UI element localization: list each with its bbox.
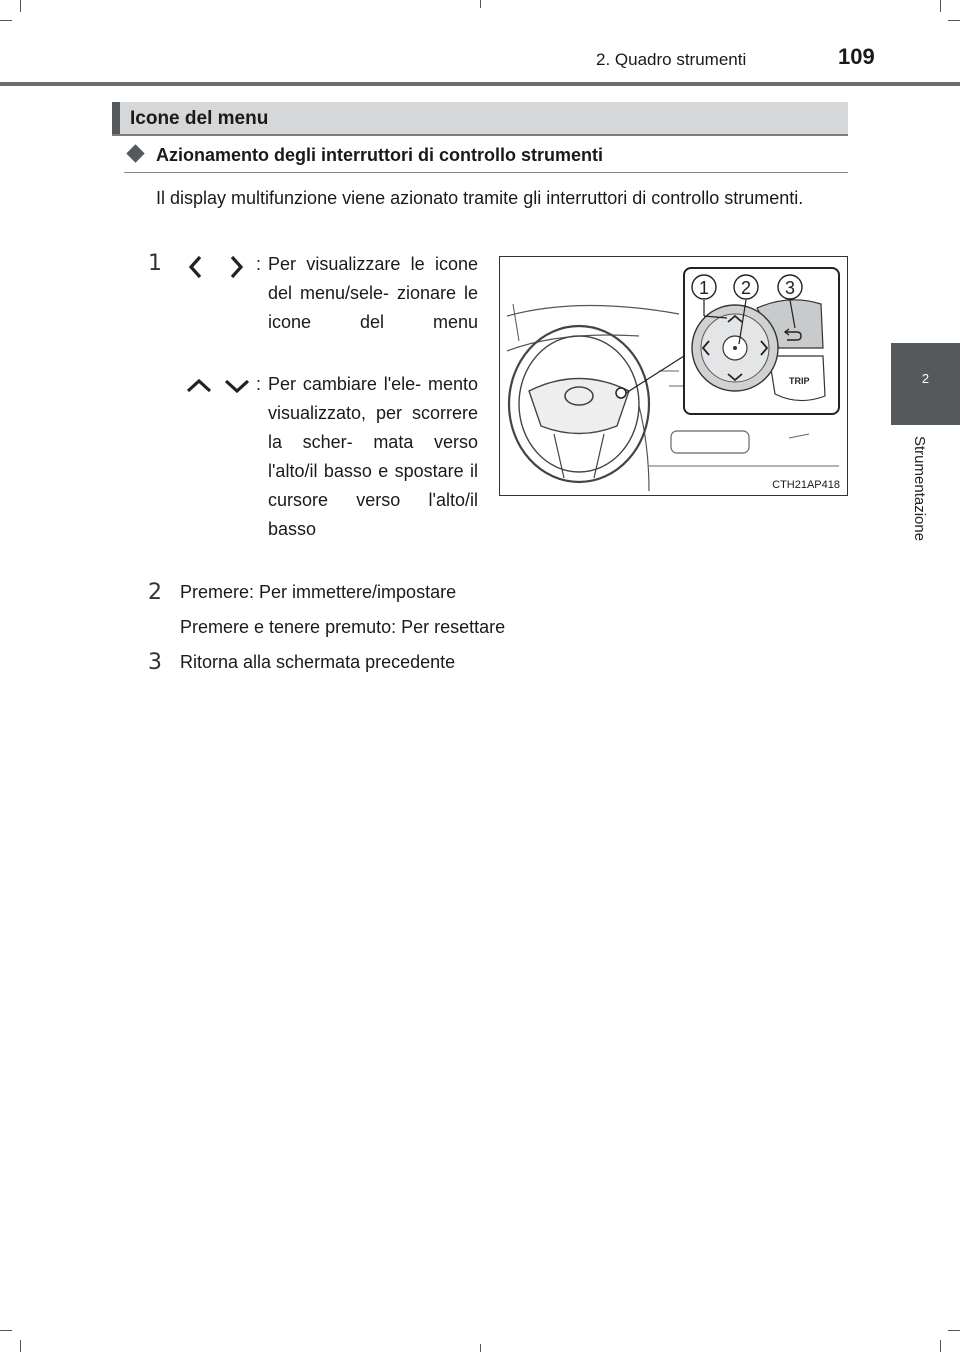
left-right-arrows [186, 254, 248, 280]
trip-button-label: TRIP [789, 376, 810, 386]
item-1b-description [268, 370, 478, 544]
crop-mark [480, 0, 481, 8]
diamond-bullet-icon [126, 144, 144, 162]
colon: : [256, 254, 262, 274]
chapter-tab-number: 2 [921, 371, 930, 386]
item-number-1: 1 [148, 251, 162, 276]
header-rule [0, 82, 960, 86]
chevron-right-icon [232, 257, 241, 277]
crop-mark [948, 20, 960, 21]
callout-2: 2 [740, 278, 752, 298]
callout-1: 1 [698, 278, 710, 298]
crop-mark [0, 20, 12, 21]
chapter-tab [891, 343, 960, 425]
chapter-tab-label: Strumentazione [911, 436, 928, 542]
item-2-line-1: Premere: Per immettere/impostare [180, 582, 457, 602]
item-1a-text: Per visualizzare le icone del menu/sele- zionare le icone del menu [268, 254, 478, 332]
section-heading-accent [112, 102, 120, 134]
crop-mark [940, 0, 941, 12]
item-number-2: 2 [148, 580, 162, 605]
figure-code: CTH21AP418 [772, 479, 840, 491]
crop-mark [948, 1330, 960, 1331]
crop-mark [20, 1340, 21, 1352]
dashboard-drawing [499, 256, 848, 496]
intro-paragraph: Il display multifunzione viene azionato tramite gli interruttori di controllo strumenti. [156, 188, 804, 208]
steering-switch-illustration [499, 256, 848, 496]
crop-mark [940, 1340, 941, 1352]
up-down-arrows [182, 375, 252, 397]
crop-mark [0, 1330, 12, 1331]
section-title: Icone del menu [130, 108, 269, 129]
section-heading-bar [112, 102, 848, 136]
callout-3: 3 [784, 278, 796, 298]
colon: : [256, 374, 262, 394]
crop-mark [20, 0, 21, 12]
crop-mark [480, 1344, 481, 1352]
item-number-3: 3 [148, 650, 162, 675]
chevron-down-icon [226, 381, 248, 391]
item-1a-description [268, 250, 478, 337]
page-number: 109 [838, 44, 875, 69]
subsection-title: Azionamento degli interruttori di controllo strumenti [156, 145, 604, 165]
item-2-line-2: Premere e tenere premuto: Per resettare [180, 617, 506, 637]
chevron-up-icon [188, 381, 210, 391]
subsection-rule [124, 172, 848, 173]
chapter-title: 2. Quadro strumenti [596, 50, 747, 69]
item-3-line-1: Ritorna alla schermata precedente [180, 652, 456, 672]
chevron-left-icon [191, 257, 200, 277]
item-1b-text: Per cambiare l'ele- mento visualizzato, per scorrere la scher- mata verso l'alto/il basso e spostare il cursore verso l'alto/il basso [268, 374, 478, 539]
